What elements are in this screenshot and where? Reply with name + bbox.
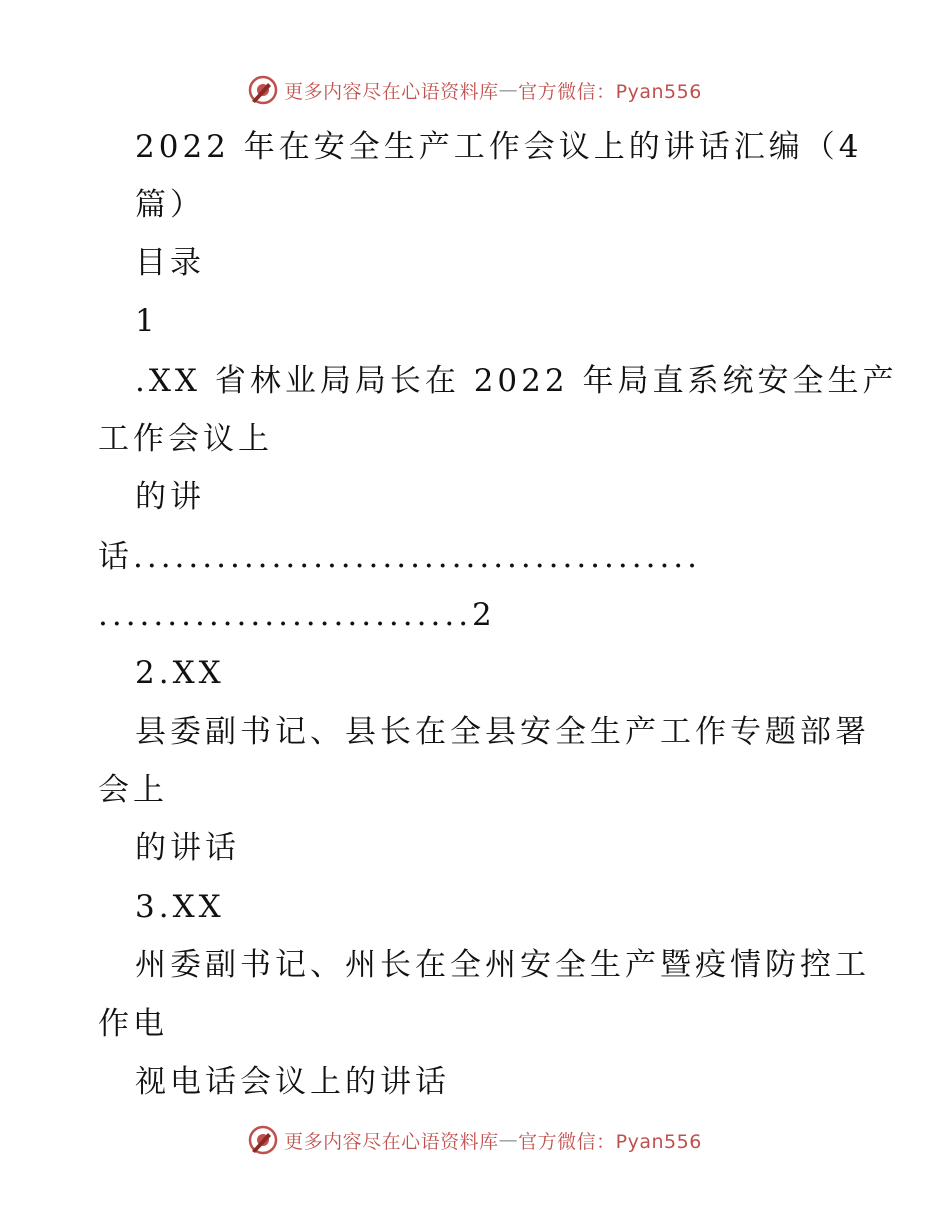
watermark-separator: — (498, 1129, 519, 1151)
toc-item1-line3: 的讲 (135, 479, 205, 515)
toc-item2-line1: 县委副书记、县长在全县安全生产工作专题部署 (135, 714, 870, 750)
pen-logo-icon (248, 75, 278, 105)
toc-item1-line4: 话......................................... (98, 539, 702, 575)
document-title-line2: 篇） (135, 187, 205, 223)
header-watermark (0, 70, 950, 110)
pen-logo-icon (248, 1125, 278, 1155)
toc-item2-line3: 的讲话 (135, 830, 240, 866)
toc-item2-line2: 会上 (98, 772, 168, 808)
toc-item3-number: 3.XX (135, 889, 225, 925)
watermark-brand: 更多内容尽在心语资料库 (284, 1130, 499, 1153)
toc-item3-line1: 州委副书记、州长在全州安全生产暨疫情防控工 (135, 947, 870, 983)
watermark-wechat: 官方微信：Pyan556 (518, 1130, 702, 1153)
toc-item1-page-leader: ...........................2 (98, 597, 496, 633)
document-title-line1: 2022 年在安全生产工作会议上的讲话汇编（4 (135, 129, 863, 165)
toc-item1-line1: .XX 省林业局局长在 2022 年局直系统安全生产 (135, 363, 898, 399)
toc-heading: 目录 (135, 245, 205, 281)
toc-item3-line3: 视电话会议上的讲话 (135, 1064, 450, 1100)
footer-watermark (0, 1120, 950, 1160)
watermark-brand: 更多内容尽在心语资料库 (284, 80, 499, 103)
toc-item2-number: 2.XX (135, 655, 225, 691)
toc-item1-number: 1 (135, 303, 159, 339)
watermark-separator: — (498, 79, 519, 101)
watermark-wechat: 官方微信：Pyan556 (518, 80, 702, 103)
toc-item3-line2: 作电 (98, 1006, 168, 1042)
toc-item1-line2: 工作会议上 (98, 421, 273, 457)
